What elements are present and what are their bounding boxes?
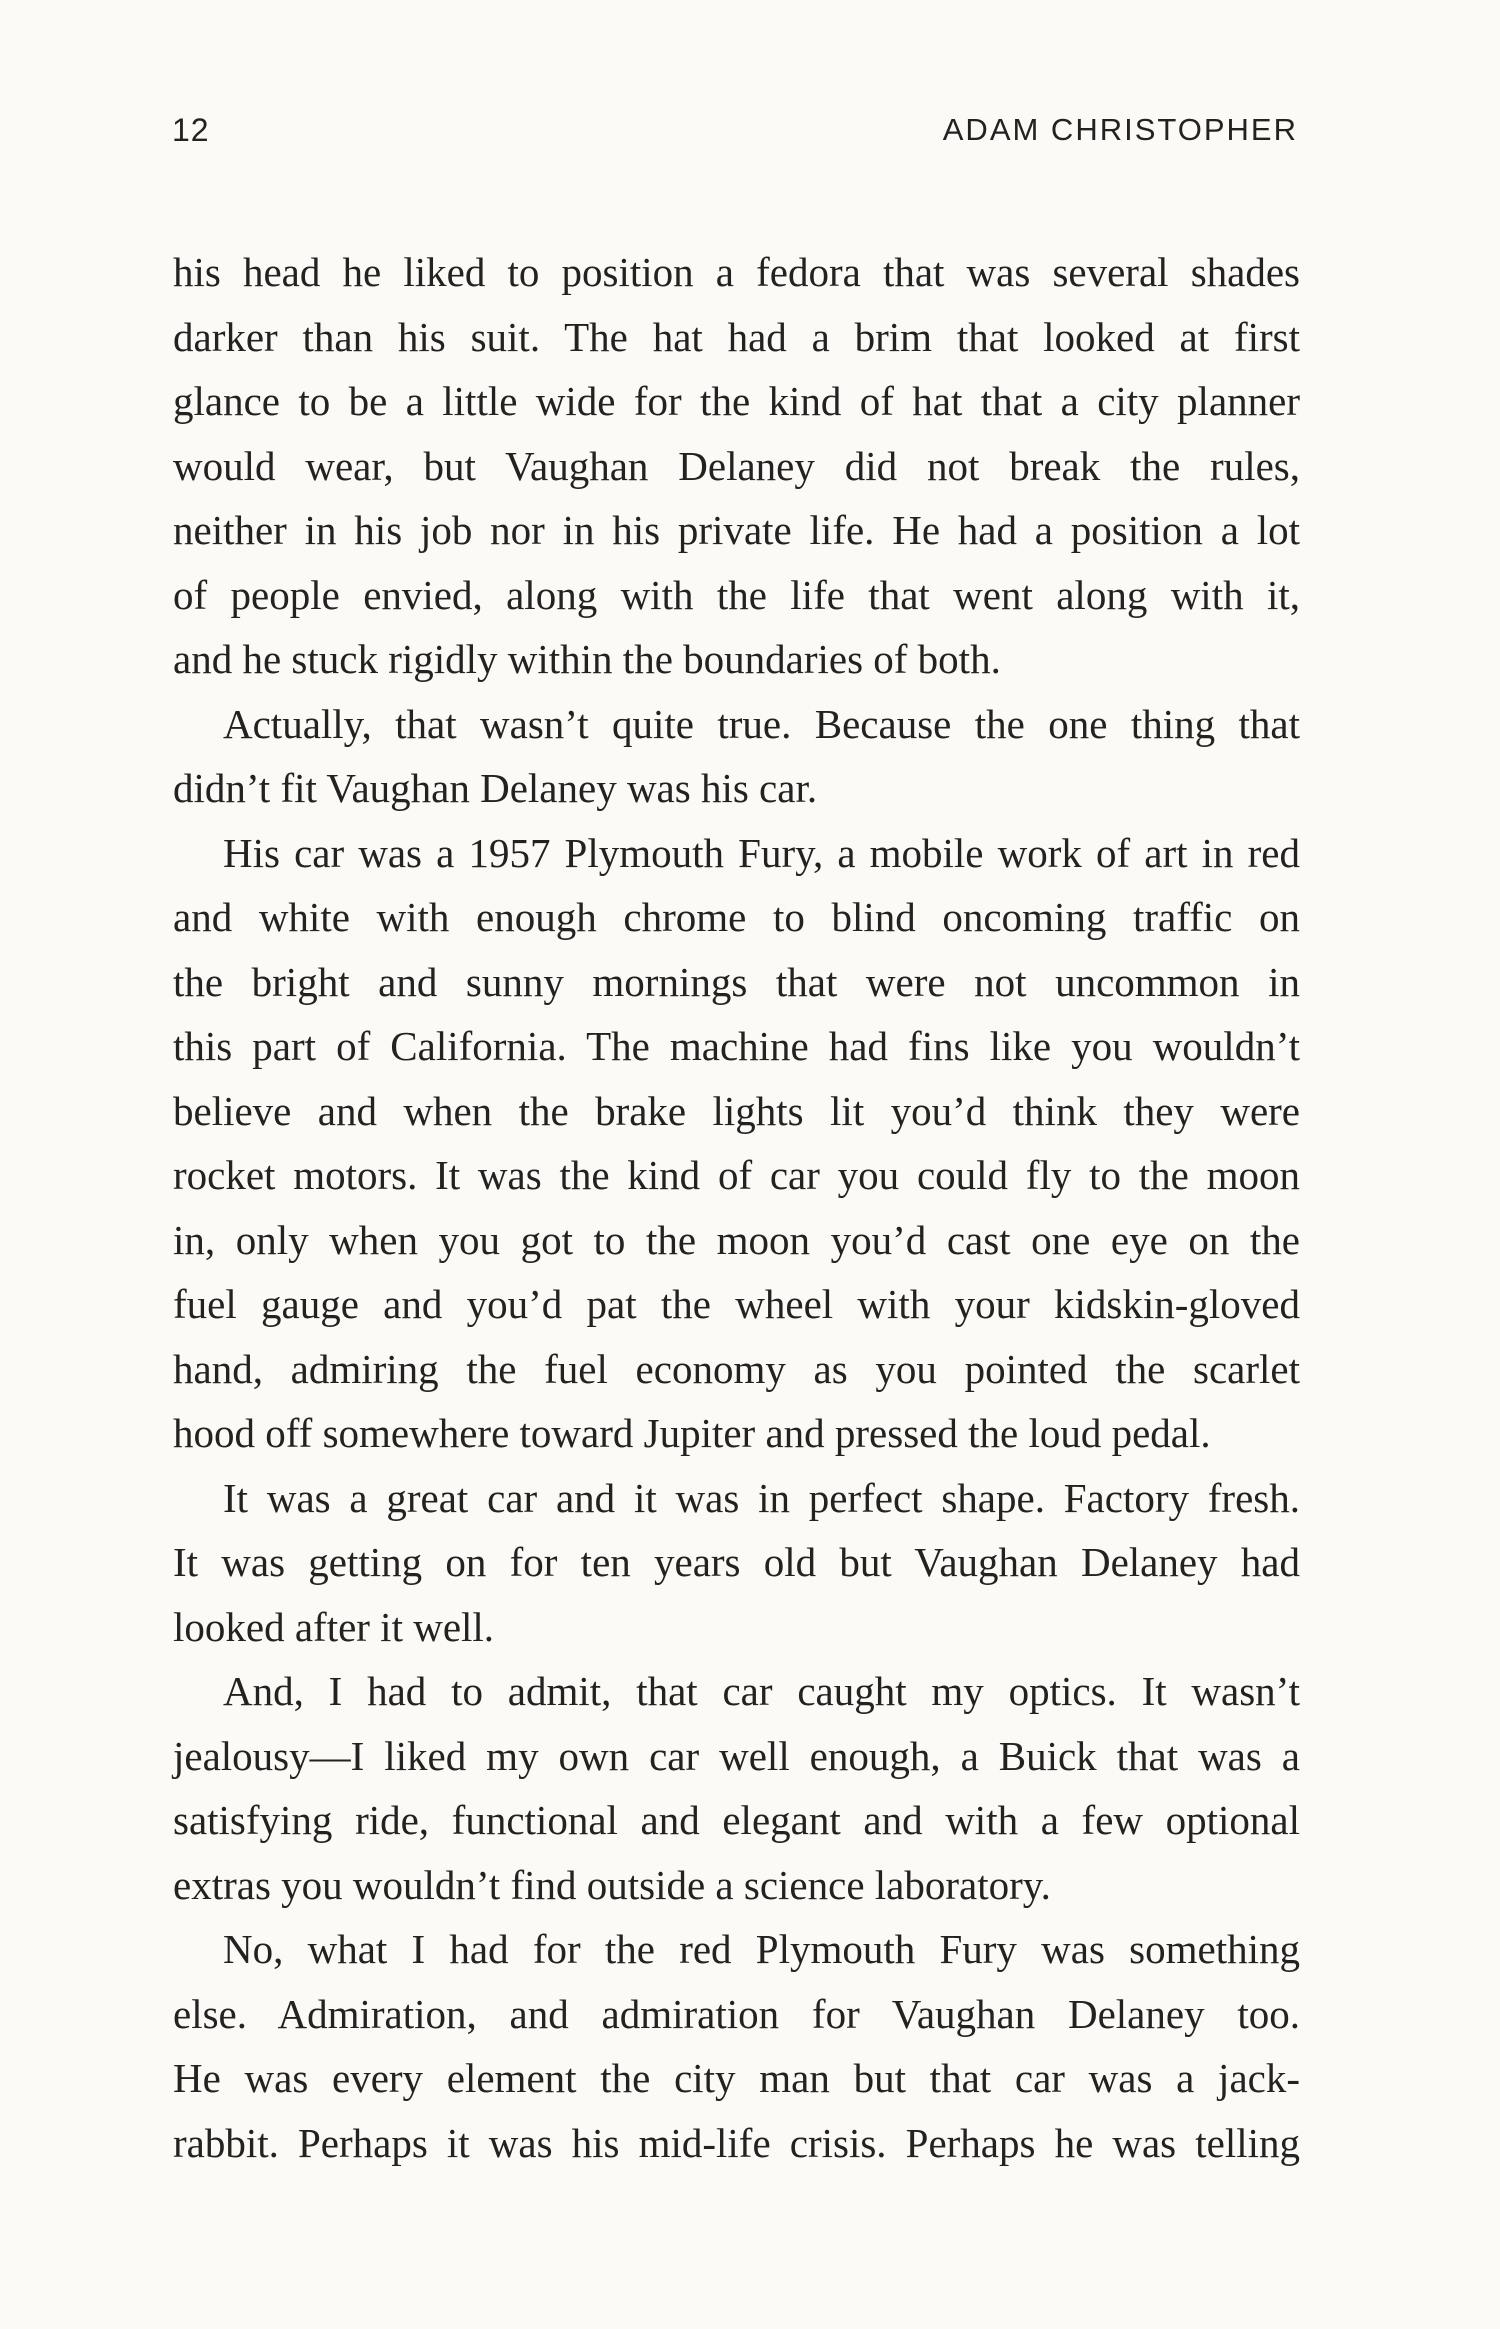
text-line: hand, admiring the fuel economy as you pointed the scarlet [173,1345,1300,1392]
text-line: believe and when the brake lights lit you’d think they were [173,1087,1300,1134]
text-line: of people envied, along with the life that went along with it, [173,571,1300,618]
text-line: and white with enough chrome to blind oncoming traffic on [173,894,1300,940]
text-line: looked after it well. [173,1603,495,1650]
text-line: this part of California. The machine had fins like you wouldn’t [173,1023,1300,1069]
text-line: He was every element the city man but that car was a jack- [173,2055,1300,2101]
text-line: jealousy—I liked my own car well enough, a Buick that was a [173,1732,1300,1779]
text-line: else. Admiration, and admiration for Vaughan Delaney too. [173,1990,1300,2037]
body-text [173,240,1300,2175]
text-line: extras you wouldn’t find outside a science laboratory. [173,1861,1051,1908]
text-line: and he stuck rigidly within the boundaries of both. [173,636,1001,682]
text-line: in, only when you got to the moon you’d cast one eye on the [173,1216,1300,1263]
running-head: ADAM CHRISTOPHER [942,112,1298,147]
text-line: would wear, but Vaughan Delaney did not break the rules, [173,442,1300,489]
text-line: glance to be a little wide for the kind of hat that a city planner [173,378,1300,424]
text-line: fuel gauge and you’d pat the wheel with your kidskin-gloved [173,1281,1300,1327]
text-line: darker than his suit. The hat had a brim that looked at first [173,313,1300,360]
text-line: the bright and sunny mornings that were not uncommon in [173,958,1300,1005]
text-line: neither in his job nor in his private life. He had a position a lot [173,507,1300,553]
text-line: rocket motors. It was the kind of car you could fly to the moon [173,1152,1300,1198]
text-line: No, what I had for the red Plymouth Fury was something [223,1926,1300,1972]
text-line: didn’t fit Vaughan Delaney was his car. [173,765,818,811]
text-line: satisfying ride, functional and elegant and with a few optional [173,1797,1300,1843]
text-line: his head he liked to position a fedora that was several shades [173,249,1300,295]
page-number: 12 [172,112,210,148]
text-line: His car was a 1957 Plymouth Fury, a mobile work of art in red [223,829,1300,876]
text-line: rabbit. Perhaps it was his mid-life crisis. Perhaps he was telling [173,2119,1300,2166]
text-line: hood off somewhere toward Jupiter and pressed the loud pedal. [173,1410,1211,1456]
text-line: Actually, that wasn’t quite true. Because the one thing that [223,700,1300,747]
text-line: And, I had to admit, that car caught my optics. It wasn’t [223,1668,1300,1714]
text-line: It was getting on for ten years old but Vaughan Delaney had [173,1539,1300,1585]
text-line: It was a great car and it was in perfect shape. Factory fresh. [223,1474,1300,1521]
